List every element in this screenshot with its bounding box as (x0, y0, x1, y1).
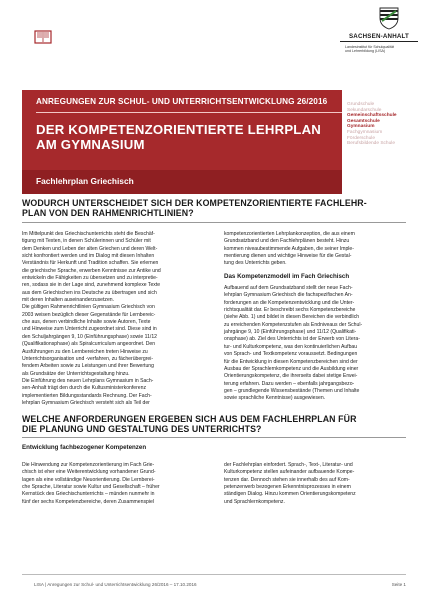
text-line: die griechische Sprache, erwerben Kenntnisse zur Antike und (22, 267, 161, 274)
section-heading-line: PLAN VON DEN RAHMENRICHTLINIEN? (22, 208, 194, 218)
subject-strip (22, 170, 342, 194)
series-title: ANREGUNGEN ZUR SCHUL- UND UNTERRICHTSENTWICKLUNG 26/2016 (36, 97, 328, 106)
text-line: ständigen Dialog. Hinzu kommen Orientierungskompetenz (224, 491, 356, 498)
page-number: Seite 1 (391, 582, 406, 587)
document-title-line: DER KOMPETENZORIENTIERTE LEHRPLAN (36, 122, 322, 137)
text-line: aus dem Griechischen ins Deutsche zu übertragen und sich (22, 289, 157, 296)
text-line: von Sprach- und Textkompetenz voraussetzt. Bedingungen (224, 351, 358, 358)
text-line: implementierten Bildungsstandards Rechnung. Der Fach- (22, 392, 152, 399)
section1-left-column (22, 231, 212, 407)
text-line: Aufbauend auf dem Grundsatzband stellt der neue Fach- (224, 285, 353, 292)
text-line: Im Mittelpunkt des Griechischunterrichts steht die Beschäf- (22, 231, 155, 237)
text-line: che Sprache, Literatur sowie Kultur und Gesellschaft – früher (22, 484, 160, 491)
text-line: mentierung dienen und wichtige Hinweise für die Gestal- (224, 253, 352, 260)
footer-divider (22, 574, 406, 575)
subsection-heading-wrap (22, 444, 402, 451)
text-line: Kernstück des Griechischunterrichts – münden nunmehr in (22, 491, 155, 498)
section-heading (22, 198, 406, 218)
text-line: dem Denken und Leben der alten Griechen und deren Welt- (22, 245, 158, 252)
text-line: Orientierungskompetenz, die ihrerseits dabei stetige Erwei- (224, 373, 358, 380)
text-line: chisch ist eher eine Weiterentwicklung vorhandener Grund- (22, 469, 156, 476)
text-line: und Sprachlernkompetenz. (224, 498, 285, 505)
section-divider (22, 222, 406, 223)
text-line: tung des Unterrichts geben. (224, 260, 287, 267)
subsection-heading: Das Kompetenzmodell im Fach Griechisch (224, 272, 350, 280)
text-line: sicht konfrontiert werden und im Dialog mit diesen Inhalten (22, 253, 155, 260)
text-line: und Hinweise zum Unterricht zugeordnet sind. Diese sind in (22, 326, 157, 333)
section2-right-column (224, 462, 410, 506)
logo-name: SACHSEN-ANHALT (348, 33, 410, 40)
school-type-item: Gesamtschule (347, 118, 380, 124)
subsection-heading: Entwicklung fachbezogener Kompetenzen (22, 444, 147, 451)
section-heading-line: WELCHE ANFORDERUNGEN ERGEBEN SICH AUS DEM FACHLEHRPLAN FÜR (22, 414, 357, 424)
title-banner (22, 90, 342, 194)
document-title (36, 123, 336, 152)
text-line: tenzen dar. Dennoch stehen sie innerhalb des auf Kom- (224, 476, 350, 483)
text-line: mit deren Inhalten auseinanderzusetzen. (22, 297, 115, 304)
logo-subtitle (345, 45, 419, 54)
section2-left-column (22, 462, 212, 506)
text-line: tigung mit Texten, in denen Schülerinnen und Schüler mit (22, 238, 151, 245)
text-line: als Grundsätze der Unterrichtsgestaltung hinzu. (22, 370, 130, 377)
text-line: (Qualifikationsphase) als Spiralcurriculum angeordnet. Den (22, 341, 156, 348)
text-line: Kulturkompetenz stellen aufeinander aufbauende Kompe- (224, 469, 355, 476)
text-line: sen-Anhalt trägt den durch die Kultusministerkonferenz (22, 385, 147, 392)
banner-divider (36, 112, 342, 113)
text-line: ren, sodass sie in der Lage sind, zunehmend komplexe Texte (22, 282, 161, 289)
section1-right-column (224, 231, 410, 403)
text-line: 2003 weisen bezüglich dieser Gegenstände für Lernbereic- (22, 311, 156, 318)
logo-subtitle-line: Landesinstitut für Schulqualität (345, 45, 394, 49)
school-type-item: Gemeinschaftsschule (347, 113, 397, 119)
text-line: che aus, denen verbindliche Inhalte sowie Autoren, Texte (22, 319, 151, 326)
subject-title: Fachlehrplan Griechisch (36, 176, 134, 186)
school-type-item: Grundschule (347, 102, 375, 107)
footer-text: LISA | Anregungen zur Schul- und Unterrichtsentwicklung 26/2016 – 17.10.2016 (34, 582, 197, 587)
text-line: kommen niveaubestimmende Aufgaben, die seiner Imple- (224, 245, 354, 252)
text-line: Ausführungen zu den Lernbereichen treten Hinweise zu (22, 348, 148, 355)
paragraph (224, 285, 410, 403)
logo-divider (340, 41, 418, 42)
text-line: den Schuljahrgängen 9, 10 (Einführungsphase) sowie 11/12 (22, 333, 157, 340)
text-line: jahrgänge 9, 10 (Einführungsphase) und 11/12 (Qualifikati- (224, 329, 357, 336)
school-type-item: Sekundarschule (347, 107, 382, 113)
text-line: richtsqualität dar. Er beschreibt sechs Kompetenzbereiche (224, 307, 356, 314)
book-icon (34, 28, 52, 46)
paragraph (224, 231, 410, 268)
section-heading-line: DIE PLANUNG UND GESTALTUNG DES UNTERRICHTS? (22, 424, 262, 434)
text-line: Die gültigen Rahmenrichtlinien Gymnasium Griechisch von (22, 304, 155, 311)
section-heading (22, 414, 406, 434)
section-divider (22, 437, 406, 438)
school-type-list (347, 102, 419, 147)
text-line: lehrplan Gymnasium Griechisch versteht sich als Teil der (22, 399, 150, 406)
text-line: kompetenzorientierten Lehrplankonzeption, die aus einem (224, 231, 355, 237)
document-title-line: AM GYMNASIUM (36, 136, 145, 152)
sachsen-anhalt-crest-icon (378, 6, 400, 30)
text-line: tur- und Kulturkompetenz, was den kontinuierlichen Aufbau (224, 343, 358, 350)
text-line: für die Entwicklung in diesen Kompetenzbereichen sind der (224, 358, 358, 365)
text-line: der Fachlehrplan einfordert. Sprach-, Text-, Literatur- und (224, 462, 353, 468)
text-line: Unterrichtsorganisation und -verfahren, zu fächerübergrei- (22, 355, 154, 362)
text-line: Grundsatzband und den Fachlehrplänen besteht. Hinzu (224, 238, 350, 245)
text-line: Verständnis für Herkunft und Tradition schaffen. Sie erlernen (22, 260, 159, 267)
text-line: forderungen an die Kompetenzentwicklung und die Unter- (224, 299, 355, 306)
text-line: petenzerwerb bezogenen Erkenntnisprozesses in einem (224, 484, 351, 491)
text-line: onsphase) ab. Ziel des Unterrichts ist der Erwerb von Litera- (224, 336, 360, 343)
school-type-item: Fachgymnasium (347, 129, 383, 135)
text-line: Die Einführung des neuen Lehrplans Gymnasium in Sach- (22, 377, 154, 384)
school-type-item: Gymnasium (347, 124, 375, 130)
text-line: (siehe Abb. 1) und bildet in diesen Bereichen die verbindlich (224, 314, 360, 321)
text-line: fünf der sechs Kompetenzbereiche, deren Zusammenspiel (22, 498, 154, 505)
text-line: zu erreichenden Kompetenzstufen als Endniveaus der Schul- (224, 321, 363, 328)
text-line: Ausbau der Sprachlernkompetenz und die Ausbildung einer (224, 365, 359, 372)
school-type-item: Berufsbildende Schule (347, 141, 396, 147)
section-heading-line: WODURCH UNTERSCHEIDET SICH DER KOMPETENZORIENTIERTE FACHLEHR- (22, 198, 367, 208)
school-type-item: Förderschule (347, 135, 375, 141)
text-line: Die Hinwendung zur Kompetenzorientierung im Fach Grie- (22, 462, 155, 468)
text-line: fendem Arbeiten sowie zu Leistungen und ihrer Bewertung (22, 363, 154, 370)
text-line: lagen als eine vollständige Neuorientierung. Die Lernberei- (22, 476, 155, 483)
text-line: sowie sprachliche Kenntnisse) ausgewiesen. (224, 395, 326, 402)
text-line: lehrplan Gymnasium Griechisch die fachspezifischen An- (224, 292, 353, 299)
text-line: entwickeln die Fähigkeiten zu übersetzen und zu interpretie- (22, 275, 158, 282)
text-line: gen – grundlegende Wissensbestände (Themen und Inhalte (224, 387, 360, 394)
text-line: terung erfahren. Dazu werden – ebenfalls jahrgangsbezo- (224, 380, 355, 387)
logo-subtitle-line: und Lehrerbildung (LISA) (345, 49, 386, 54)
